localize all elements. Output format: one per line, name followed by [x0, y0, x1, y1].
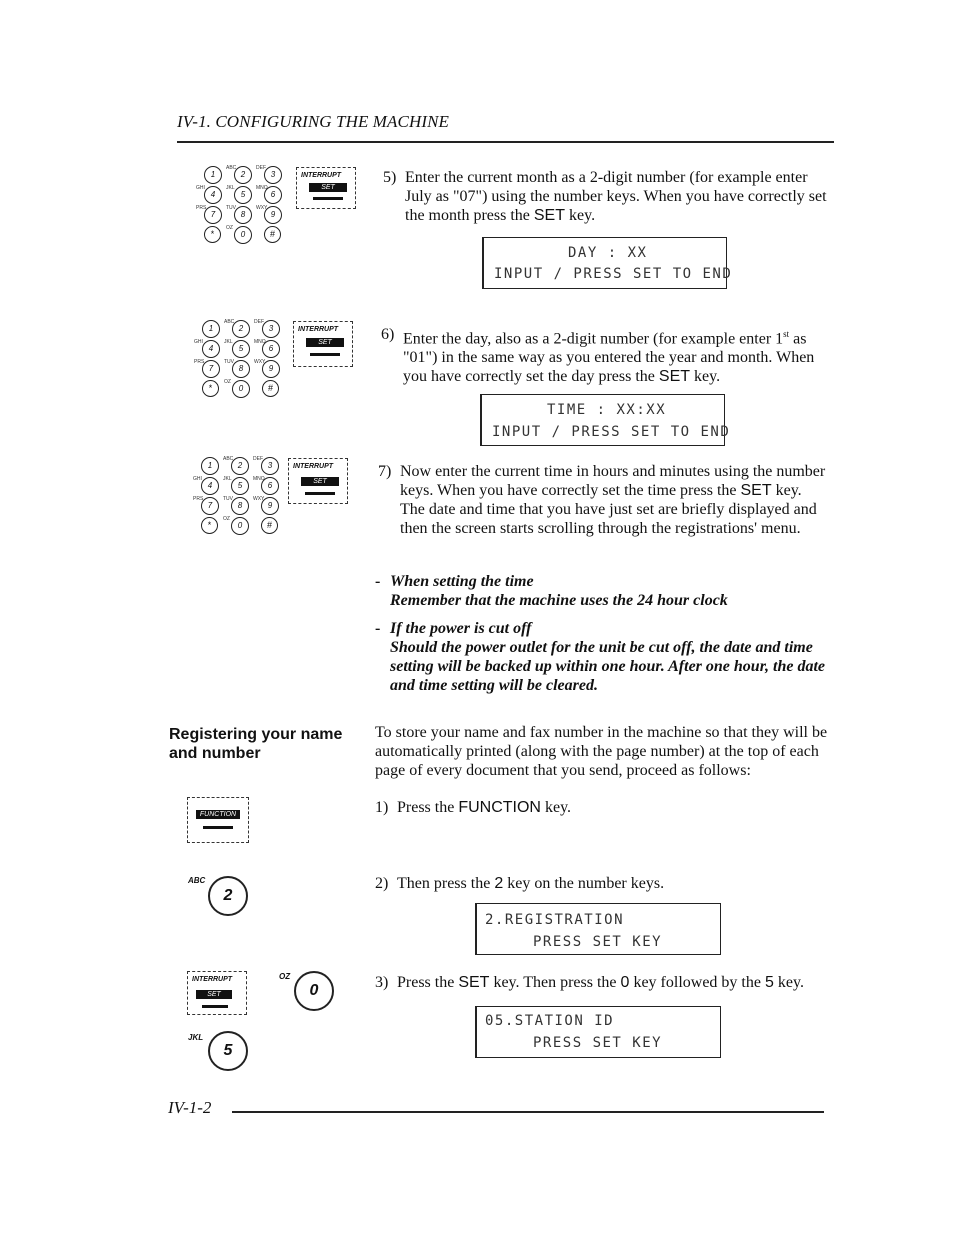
lcd-day: DAY : XX INPUT / PRESS SET TO END [482, 237, 727, 289]
page-header: IV-1. CONFIGURING THE MACHINE [177, 112, 450, 131]
keypad-key-0: 0 [234, 226, 252, 244]
keypad-key-2: 2 [232, 320, 250, 338]
keypad-key-letters: JKL [226, 185, 235, 191]
keypad-key-4: 4 [202, 340, 220, 358]
interrupt-set-key: INTERRUPT SET [293, 321, 353, 367]
key-0-letters: OZ [279, 972, 291, 981]
keypad-key-0: 0 [232, 380, 250, 398]
keypad-key-letters: TUV [223, 496, 233, 502]
keypad-key-letters: TUV [226, 205, 236, 211]
keypad-key-5: 5 [234, 186, 252, 204]
keypad-key-hash: # [261, 517, 278, 534]
note-time: - When setting the time Remember that the machine uses the 24 hour clock [375, 573, 728, 609]
keypad-key-letters: WXY [254, 359, 266, 365]
keypad-illustration [194, 319, 288, 400]
keypad-key-8: 8 [231, 497, 249, 515]
keypad-key-letters: WXY [256, 205, 268, 211]
keypad-key-letters: OZ [224, 379, 231, 385]
keypad-key-letters: PRS [196, 205, 207, 211]
footer-rule [232, 1111, 824, 1113]
keypad-key-1: 1 [204, 166, 222, 184]
keypad-key-letters: JKL [223, 476, 232, 482]
keypad-key-letters: JKL [224, 339, 233, 345]
keypad-key-9: 9 [261, 497, 279, 515]
keypad-key-hash: # [264, 226, 281, 243]
step-7: 7) Now enter the current time in hours and minutes using the number keys. When you have correctly set the time press the SET key. The date and time that you have just set are briefly displayed and then the screen starts scrolling through the registrations' menu. [378, 463, 826, 537]
keypad-key-letters: GHI [196, 185, 205, 191]
interrupt-set-key: INTERRUPT SET [296, 167, 356, 209]
keypad-key-1: 1 [202, 320, 220, 338]
keypad-key-letters: ABC [224, 319, 235, 325]
keypad-key-6: 6 [264, 186, 282, 204]
key-5: 5 [208, 1031, 248, 1071]
page-number: IV-1-2 [168, 1098, 212, 1117]
keypad-key-letters: DEF [254, 319, 264, 325]
keypad-key-2: 2 [231, 457, 249, 475]
keypad-key-7: 7 [201, 497, 219, 515]
lcd-station-id: 05.STATION ID PRESS SET KEY [475, 1006, 721, 1058]
keypad-key-5: 5 [231, 477, 249, 495]
header-rule [177, 141, 834, 143]
keypad-key-8: 8 [234, 206, 252, 224]
keypad-key-star: * [204, 226, 221, 243]
keypad-key-letters: MNO [253, 476, 265, 482]
keypad-key-4: 4 [201, 477, 219, 495]
keypad-illustration [196, 165, 290, 246]
key-2: 2 [208, 876, 248, 916]
function-key: FUNCTION [187, 797, 249, 843]
keypad-key-2: 2 [234, 166, 252, 184]
keypad-key-letters: GHI [193, 476, 202, 482]
keypad-key-letters: MNO [256, 185, 268, 191]
keypad-key-0: 0 [231, 517, 249, 535]
keypad-key-3: 3 [262, 320, 280, 338]
reg-step-3: 3) Press the SET key. Then press the 0 key followed by the 5 key. [375, 974, 804, 991]
keypad-key-star: * [202, 380, 219, 397]
interrupt-set-key: INTERRUPT SET [288, 458, 348, 504]
step-6: 6) Enter the day, also as a 2-digit number (for example enter 1st as "01") in the same way as you entered the year and month. When you have correctly set the day press the SET key. [381, 326, 815, 386]
reg-step-1: 1) Press the FUNCTION key. [375, 799, 572, 816]
keypad-key-letters: DEF [256, 165, 266, 171]
step-5: 5) Enter the current month as a 2-digit number (for example enter July as "07") using the number keys. When you have correctly set the month press the SET key. [383, 169, 827, 224]
keypad-key-3: 3 [261, 457, 279, 475]
section-title: Registering your name and number [169, 726, 343, 762]
keypad-key-9: 9 [264, 206, 282, 224]
keypad-key-5: 5 [232, 340, 250, 358]
key-0: 0 [294, 971, 334, 1011]
keypad-key-6: 6 [261, 477, 279, 495]
keypad-key-letters: DEF [253, 456, 263, 462]
keypad-key-letters: OZ [226, 225, 233, 231]
keypad-key-letters: PRS [193, 496, 204, 502]
keypad-illustration [193, 456, 287, 537]
keypad-key-3: 3 [264, 166, 282, 184]
keypad-key-6: 6 [262, 340, 280, 358]
keypad-key-9: 9 [262, 360, 280, 378]
note-power: - If the power is cut off Should the power outlet for the unit be cut off, the date and time setting will be backed up within one hour. After one hour, the date and time setting will be cleared. [375, 620, 826, 694]
key-5-letters: JKL [188, 1033, 204, 1042]
keypad-key-letters: TUV [224, 359, 234, 365]
keypad-key-letters: GHI [194, 339, 203, 345]
interrupt-set-key: INTERRUPT SET [187, 971, 247, 1015]
keypad-key-hash: # [262, 380, 279, 397]
keypad-key-1: 1 [201, 457, 219, 475]
section-intro: To store your name and fax number in the machine so that they will be automatically printed (along with the page number) at the top of each page of every document that you send, proceed as follows: [375, 724, 828, 779]
keypad-key-letters: ABC [226, 165, 237, 171]
keypad-key-letters: MNO [254, 339, 266, 345]
keypad-key-letters: WXY [253, 496, 265, 502]
keypad-key-4: 4 [204, 186, 222, 204]
keypad-key-letters: ABC [223, 456, 234, 462]
lcd-registration: 2.REGISTRATION PRESS SET KEY [475, 903, 721, 955]
keypad-key-star: * [201, 517, 218, 534]
keypad-key-letters: PRS [194, 359, 205, 365]
keypad-key-letters: OZ [223, 516, 230, 522]
keypad-key-8: 8 [232, 360, 250, 378]
keypad-key-7: 7 [204, 206, 222, 224]
keypad-key-7: 7 [202, 360, 220, 378]
reg-step-2: 2) Then press the 2 key on the number keys. [375, 875, 665, 892]
key-2-letters: ABC [188, 876, 206, 885]
lcd-time: TIME : XX:XX INPUT / PRESS SET TO END [480, 394, 725, 446]
